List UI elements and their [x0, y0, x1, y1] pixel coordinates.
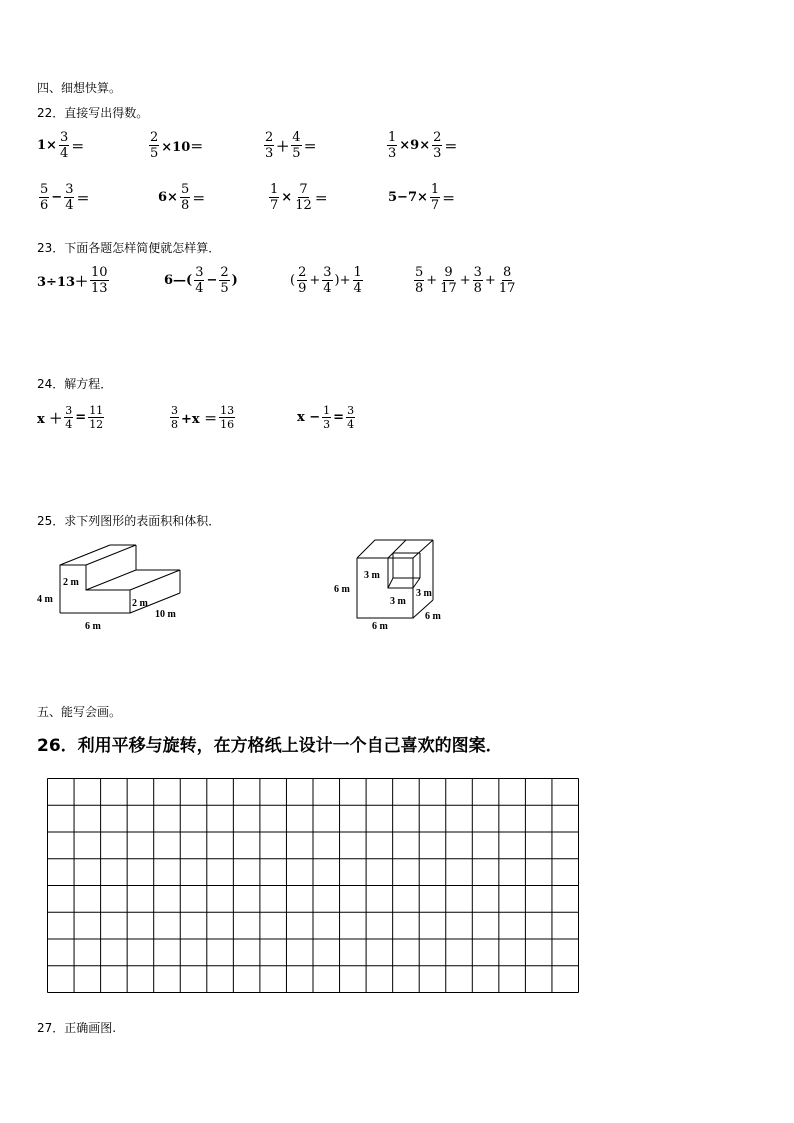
label-3m-side: 3 m	[416, 588, 432, 599]
question-27-title: 27．正确画图.	[37, 1021, 117, 1035]
section-title: 四、细想快算。	[37, 81, 122, 95]
label-6m-depth: 6 m	[425, 611, 441, 622]
q23-expr-1: 3÷13＋ $\frac{10}{13}$	[37, 265, 108, 296]
q22-expr-4: $\frac{1}{3}$ ×9× $\frac{2}{3}$ ＝	[388, 130, 458, 161]
label-6m-height: 6 m	[334, 584, 350, 595]
label-6m-width: 6 m	[372, 621, 388, 632]
q22-expr-2: $\frac{2}{5}$ ×10＝	[150, 130, 204, 161]
q24-equation-1: x ＋ $\frac{3}{4}$ = $\frac{11}{12}$	[37, 404, 104, 431]
square-grid	[47, 778, 579, 994]
label-3m-depth: 3 m	[390, 596, 406, 607]
label-2m-step: 2 m	[132, 598, 148, 609]
section-title: 五、能写会画。	[37, 705, 122, 719]
q22-expr-8: 5−7× $\frac{1}{7}$ ＝	[388, 182, 456, 213]
label-4m: 4 m	[37, 594, 53, 605]
label-2m-top: 2 m	[63, 577, 79, 588]
q23-expr-3: ( $\frac{2}{9}$ + $\frac{3}{4}$ )+ $\frac{1}{4}$	[290, 265, 362, 296]
q22-expr-7: $\frac{1}{7}$ × $\frac{7}{12}$ ＝	[270, 182, 328, 213]
question-24-title: 24．解方程．	[37, 377, 113, 391]
question-23-title: 23．下面各题怎样简便就怎样算．	[37, 241, 221, 255]
question-26-title: 26．利用平移与旋转，在方格纸上设计一个自己喜欢的图案．	[37, 736, 503, 756]
stepped-prism-figure	[30, 535, 230, 635]
q22-expr-6: 6× $\frac{5}{8}$ ＝	[158, 182, 206, 213]
label-6m: 6 m	[85, 621, 101, 632]
question-25-title: 25．求下列图形的表面积和体积．	[37, 514, 221, 528]
label-10m: 10 m	[155, 609, 176, 620]
q23-expr-4: $\frac{5}{8}$ + $\frac{9}{17}$ + $\frac{3}{8}$ + $\frac{8}{17}$	[415, 265, 516, 296]
q22-expr-3: $\frac{2}{3}$ ＋ $\frac{4}{5}$ ＝	[265, 130, 317, 161]
q23-expr-2: 6—( $\frac{3}{4}$ − $\frac{2}{5}$ )	[164, 265, 238, 296]
label-3m-notch: 3 m	[364, 570, 380, 581]
q24-equation-3: x − $\frac{1}{3}$ = $\frac{3}{4}$	[297, 404, 355, 431]
question-22-title: 22．直接写出得数。	[37, 106, 149, 120]
q22-expr-5: $\frac{5}{6}$ − $\frac{3}{4}$ ＝	[40, 182, 90, 213]
q22-expr-1: 1× $\frac{3}{4}$ ＝	[37, 130, 85, 161]
q24-equation-2: $\frac{3}{8}$ +x ＝ $\frac{13}{16}$	[171, 404, 235, 431]
notched-cube-figure	[330, 533, 460, 633]
